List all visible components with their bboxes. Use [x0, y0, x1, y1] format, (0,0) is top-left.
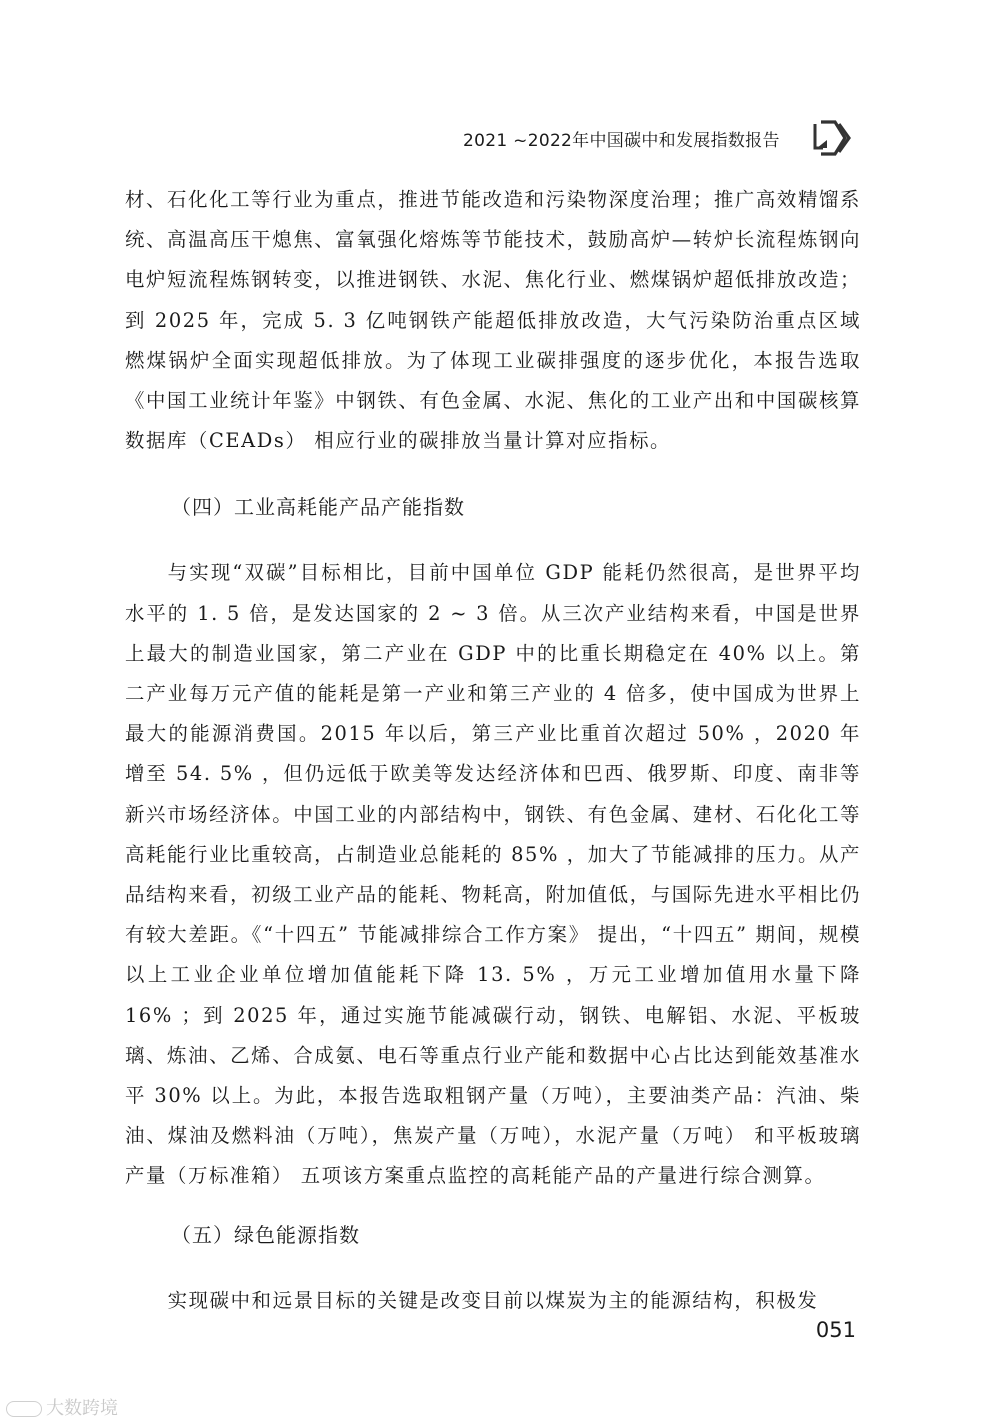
page-number: 051: [815, 1318, 856, 1342]
section-heading-4: （四）工业高耗能产品产能指数: [171, 495, 465, 520]
paragraph-green-energy: 实现碳中和远景目标的关键是改变目前以煤炭为主的能源结构，积极发: [167, 1288, 819, 1312]
watermark-logo-icon: [6, 1401, 42, 1417]
paragraph-industrial-carbon: 材、石化化工等行业为重点，推进节能改造和污染物深度治理；推广高效精馏系统、高温高压干熄焦、富氧强化熔炼等节能技术，鼓励高炉—转炉长流程炼钢向电炉短流程炼钢转变，以推进钢铁、水泥、焦化行业、燃煤锅炉超低排放改造；到 2025 年，完成 5. 3 亿吨钢铁产能超低排放改造，大气污染防治重点区域燃煤锅炉全面实现超低排放。为了体现工业碳排强度的逐步优化，本报告选取《中国工业统计年鉴》中钢铁、有色金属、水泥、焦化的工业产出和中国碳核算数据库（CEADs） 相应行业的碳排放当量计算对应指标。: [125, 188, 861, 453]
watermark: [6, 1394, 118, 1420]
body-text: [125, 180, 861, 1321]
chapter-arrow-icon: [813, 118, 857, 158]
section-heading-5: （五）绿色能源指数: [171, 1222, 360, 1247]
paragraph-high-energy-products: 与实现“双碳”目标相比，目前中国单位 GDP 能耗仍然很高，是世界平均水平的 1. 5 倍，是发达国家的 2 ~ 3 倍。从三次产业结构来看，中国是世界上最大的制造业国家，第二产业在 GDP 中的比重长期稳定在 40% 以上。第二产业每万元产值的能耗是第一产业和第三产业的 4 倍多，使中国成为世界上最大的能源消费国。2015 年以后，第三产业比重首次超过 50% ，2020 年增至 54. 5% ，但仍远低于欧美等发达经济体和巴西、俄罗斯、印度、南非等新兴市场经济体。中国工业的内部结构中，钢铁、有色金属、建材、石化化工等高耗能行业比重较高，占制造业总能耗的 85% ，加大了节能减排的压力。从产品结构来看，初级工业产品的能耗、物耗高，附加值低，与国际先进水平相比仍有较大差距。《“十四五” 节能减排综合工作方案》 提出，“十四五” 期间，规模以上工业企业单位增加值能耗下降 13. 5% ，万元工业增加值用水量下降 16% ；到 2025 年，通过实施节能减碳行动，钢铁、电解铝、水泥、平板玻璃、炼油、乙烯、合成氨、电石等重点行业产能和数据中心占比达到能效基准水平 30% 以上。为此，本报告选取粗钢产量（万吨），主要油类产品：汽油、柴油、煤油及燃料油（万吨），焦炭产量（万吨），水泥产量（万吨） 和平板玻璃产量（万标准箱） 五项该方案重点监控的高耗能产品的产量进行综合测算。: [125, 561, 861, 1188]
running-header-title: 2021 ~2022年中国碳中和发展指数报告: [463, 131, 780, 151]
running-header: [463, 124, 863, 160]
watermark-text: 大数跨境: [46, 1398, 118, 1419]
